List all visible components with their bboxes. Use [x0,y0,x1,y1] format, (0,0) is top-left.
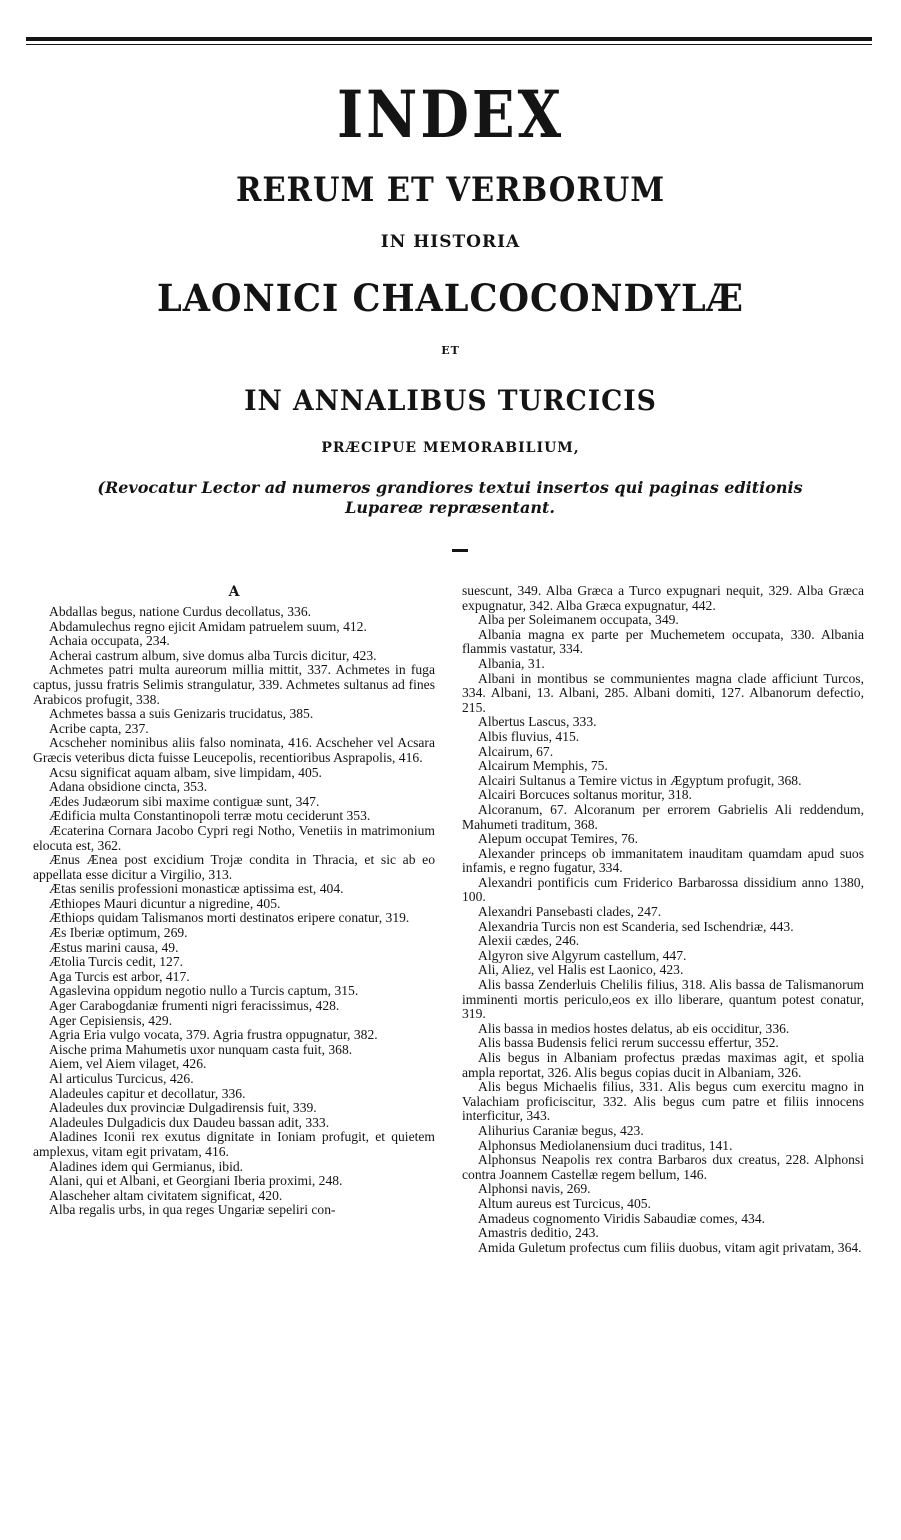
index-entry: Alis begus in Albaniam profectus prædas maximas agit, et spolia ampla reportat, 326. Alis begus copias ducit in Albaniam, 326. [462,1050,864,1080]
index-entry: Ali, Aliez, vel Halis est Laonico, 423. [478,962,684,978]
index-entry: Ænus Ænea post excidium Trojæ condita in Thracia, et sic ab eo appellata esse dicitur a Virgilio, 313. [33,852,435,882]
index-entry: Amida Guletum profectus cum filiis duobus, vitam agit privatam, 364. [478,1239,862,1255]
index-entry: Aische prima Mahumetis uxor nunquam casta fuit, 368. [49,1041,353,1057]
index-entry: Achmetes patri multa aureorum millia mittit, 337. Achmetes in fuga captus, jussu fratris Selimis strangulatur, 339. Achmetes sultanus ad fines Arabicos profugit, 338. [33,662,435,707]
index-entry: Abdamulechus regno ejicit Amidam patruelem suum, 412. [49,618,367,634]
separator-dash [452,549,468,552]
index-entry: Alexandri pontificis cum Friderico Barbarossa dissidium anno 1380, 100. [462,874,864,905]
index-entry: Æthiopes Mauri dicuntur a nigredine, 405. [49,895,281,911]
index-entry: Alcoranum, 67. Alcoranum per errorem Gabrielis Ali reddendum, Mahumeti traditum, 368. [462,801,864,832]
index-entry: Albania, 31. [478,655,545,671]
page-subtitle: RERUM ET VERBORUM [235,170,666,210]
index-entry: Achaia occupata, 234. [49,633,170,649]
title-line-historia: IN HISTORIA [380,232,521,252]
index-entry: Alcairum, 67. [478,743,554,759]
title-line-memorabilium: PRÆCIPUE MEMORABILIUM, [321,440,580,456]
page-title: INDEX [336,77,565,153]
index-entry: Al articulus Turcicus, 426. [49,1071,194,1086]
index-entry: Alexander princeps ob immanitatem inauditam quamdam apud suos infamis, e regno fugatur, 334. [462,845,864,876]
index-entry: Albania magna ex parte per Muchemetem occupata, 330. Albania flammis vastatur, 334. [462,626,864,657]
index-entry: Aladeules dux provinciæ Dulgadirensis fuit, 339. [49,1100,317,1116]
index-entry: Aiem, vel Aiem vilaget, 426. [49,1056,207,1072]
index-entry: Alphonsus Mediolanensium duci traditus, 141. [478,1137,733,1153]
index-entry: Ager Carabogdaniæ frumenti nigri feracissimus, 428. [49,998,340,1014]
index-entry: Albertus Lascus, 333. [478,714,597,730]
index-entry: Albis fluvius, 415. [478,728,580,744]
index-entry: Aladeules capitur et decollatur, 336. [49,1085,246,1101]
index-entry: Alascheher altam civitatem significat, 420. [49,1187,283,1203]
index-entry: Agria Eria vulgo vocata, 379. Agria frustra oppugnatur, 382. [49,1027,378,1043]
title-line-annalibus: IN ANNALIBUS TURCICIS [244,384,657,417]
reader-note: (Revocatur Lector ad numeros grandiores textui insertos qui paginas editionis Lupareæ repræsentant. [97,478,803,517]
index-entry: Agaslevina oppidum negotio nullo a Turcis captum, 315. [49,983,359,999]
index-entry: Ager Cepisiensis, 429. [49,1012,173,1028]
index-entry: Alis bassa Zenderluis Chelilis filius, 318. Alis bassa de Talismanorum imminenti mortis periculo,eos ex illo liberare, quantum potest conatur, 319. [462,977,864,1022]
index-entry: Alba regalis urbs, in qua reges Ungariæ sepeliri con- [49,1202,336,1218]
index-column-left [33,584,435,1218]
index-entry: Aladines idem qui Germianus, ibid. [49,1158,244,1174]
index-entry: Alcairum Memphis, 75. [478,758,608,774]
index-entry: Ætolia Turcis cedit, 127. [49,954,184,970]
index-entry: Aga Turcis est arbor, 417. [49,968,190,984]
index-entry: Alphonsus Neapolis rex contra Barbaros dux creatus, 228. Alphonsi contra Joannem Castellæ regem bellum, 146. [462,1152,864,1182]
index-entry: Albani in montibus se communientes magna clade afficiunt Turcos, 334. Albani, 13. Albani, 285. Albani domiti, 127. Albanorum defectio, 215. [462,670,864,715]
index-entry: Acscheher nominibus aliis falso nominata, 416. Acscheher vel Acsara Græcis veteribus dicta fuisse Leucepolis, recentioribus Asprapolis, 416. [33,735,435,765]
title-conjunction: ET [441,344,460,357]
index-entry: Alcairi Sultanus a Temire victus in Ægyptum profugit, 368. [478,772,802,788]
index-entry-continuation: suescunt, 349. Alba Græca a Turco expugnari nequit, 329. Alba Græca expugnatur, 342. Alba Græca expugnatur, 442. [462,583,864,613]
index-entry: Æstus marini causa, 49. [49,939,179,955]
index-entry: Adana obsidione cincta, 353. [49,779,208,795]
index-entry: Alexandri Pansebasti clades, 247. [478,904,662,920]
index-entry: Ædificia multa Constantinopoli terræ motu ceciderunt 353. [49,808,371,824]
index-entry: Algyron sive Algyrum castellum, 447. [478,947,687,963]
index-entry: Alphonsi navis, 269. [478,1181,591,1197]
index-column-right [462,584,864,1255]
index-letter-heading: A [228,584,240,600]
index-entry: Alis begus Michaelis filius, 331. Alis begus cum exercitu magno in Valachiam proficiscitur, 332. Alis begus cum patre et filiis innocens interficitur, 343. [462,1079,864,1124]
index-entry: Alba per Soleimanem occupata, 349. [478,612,679,628]
index-entry: Amastris deditio, 243. [478,1225,599,1241]
index-entry: Alepum occupat Temires, 76. [478,831,638,847]
index-entry: Alani, qui et Albani, et Georgiani Iberia proximi, 248. [49,1173,343,1189]
index-entry: Alihurius Caraniæ begus, 423. [478,1122,644,1138]
index-entry: Æthiops quidam Talismanos morti destinatos eripere conatur, 319. [49,910,410,926]
index-entry: Alis bassa in medios hostes delatus, ab eis occiditur, 336. [478,1020,790,1036]
index-entry: Aladeules Dulgadicis dux Daudeu bassan adit, 333. [49,1114,330,1130]
index-entry: Acribe capta, 237. [49,720,149,736]
index-entry: Achmetes bassa a suis Genizaris trucidatus, 385. [49,706,314,722]
index-entry: Alexandria Turcis non est Scanderia, sed Ischendriæ, 443. [478,918,794,934]
index-entry: Ætas senilis professioni monasticæ aptissima est, 404. [49,881,344,897]
index-entry: Acsu significat aquam albam, sive limpidam, 405. [49,764,322,780]
index-entry: Æs Iberiæ optimum, 269. [49,925,188,941]
top-rule [26,37,872,41]
index-entry: Alis bassa Budensis felici rerum successu effertur, 352. [478,1035,779,1051]
index-entry: Aladines Iconii rex exutus dignitate in Ioniam profugit, et quietem amplexus, vitam egit privatam, 416. [33,1129,435,1159]
top-rule-thin [26,44,872,45]
author-name: LAONICI CHALCOCONDYLÆ [157,276,744,320]
index-entry: Abdallas begus, natione Curdus decollatus, 336. [49,604,312,619]
index-entry: Amadeus cognomento Viridis Sabaudiæ comes, 434. [478,1210,766,1226]
index-entry: Alexii cædes, 246. [478,933,580,949]
index-entry: Alcairi Borcuces soltanus moritur, 318. [478,787,692,803]
index-entry: Ædes Judæorum sibi maxime contiguæ sunt, 347. [49,793,320,809]
index-entry: Æcaterina Cornara Jacobo Cypri regi Notho, Venetiis in matrimonium elocuta est, 362. [33,822,435,853]
index-entry: Acherai castrum album, sive domus alba Turcis dicitur, 423. [49,647,377,663]
index-entry: Altum aureus est Turcicus, 405. [478,1195,651,1211]
